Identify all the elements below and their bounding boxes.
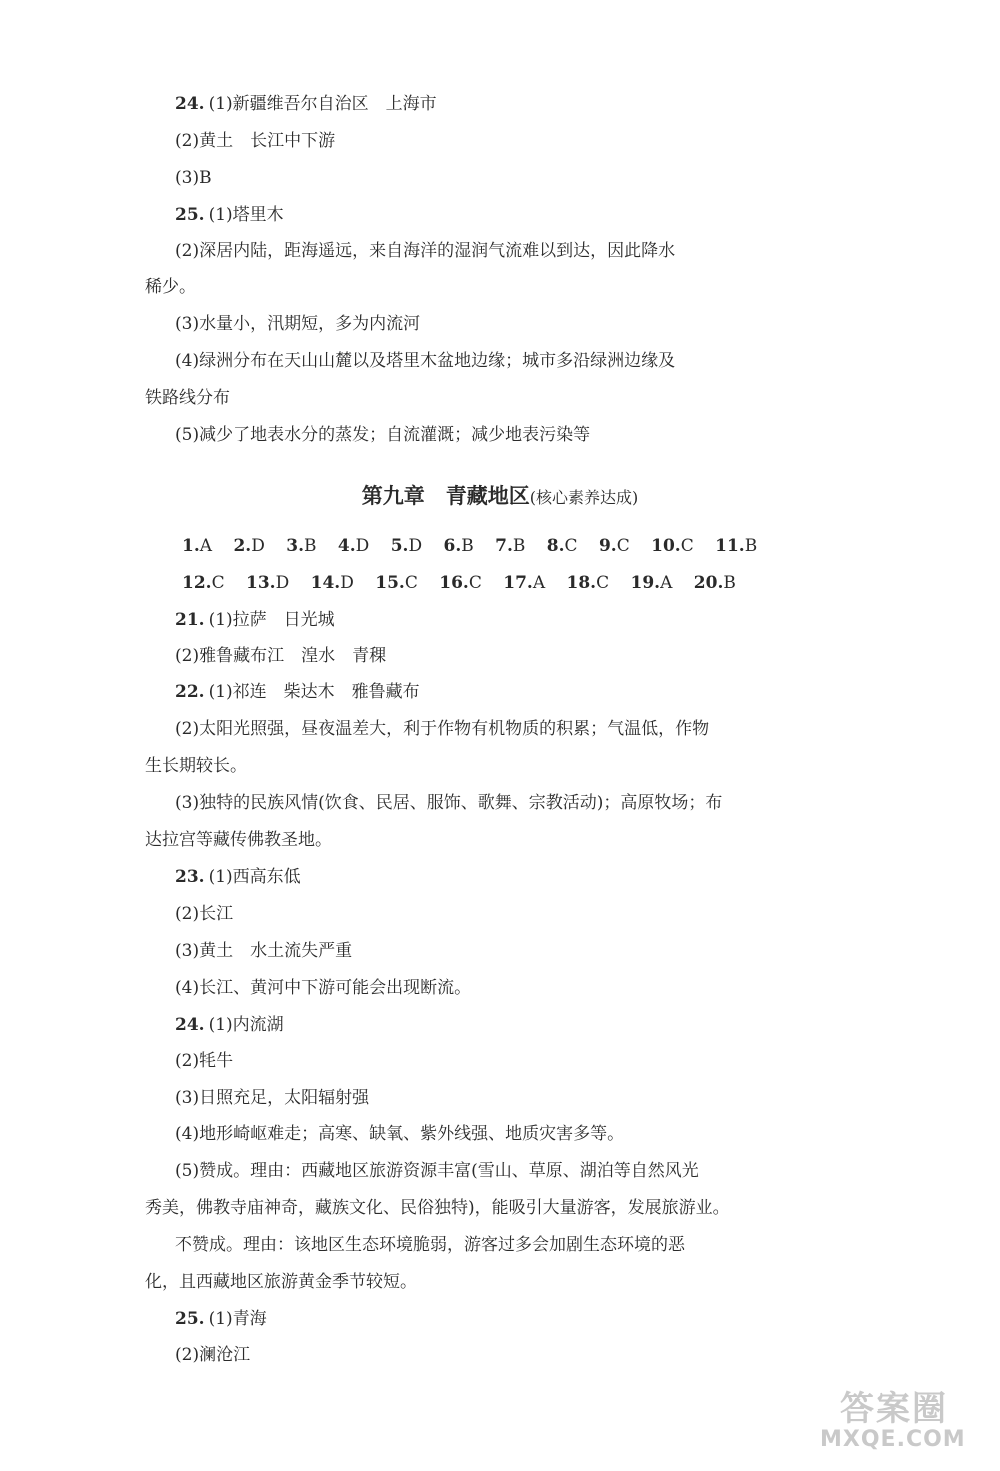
mc-item xyxy=(547,536,578,556)
mc-item xyxy=(286,536,316,556)
mc-item xyxy=(599,536,630,556)
s2-q24-part4: (4)地形崎岖难走；高寒、缺氧、紫外线强、地质灾害多等。 xyxy=(175,1124,625,1144)
watermark-logo-text: 答案圈 xyxy=(840,1389,948,1429)
answer-text: (1)塔里木 xyxy=(208,205,284,225)
mc-answer: D xyxy=(355,536,370,556)
chapter-heading xyxy=(0,480,1000,510)
mc-num: 8. xyxy=(546,536,565,556)
mc-num: 11. xyxy=(715,536,745,556)
question-number: 22. xyxy=(175,682,205,702)
mc-item xyxy=(631,573,673,593)
answer-text: (1)西高东低 xyxy=(208,867,301,887)
mc-answer: D xyxy=(275,573,290,593)
s2-q22-part3-line2: 达拉宫等藏传佛教圣地。 xyxy=(145,830,332,850)
mc-answer: C xyxy=(680,536,694,556)
mc-answer: D xyxy=(408,536,423,556)
s2-q21-part1 xyxy=(175,609,755,631)
mc-num: 4. xyxy=(337,536,356,556)
mc-answer: C xyxy=(616,536,630,556)
s2-q22-part3-line1: (3)独特的民族风情(饮食、民居、服饰、歌舞、宗教活动)；高原牧场；布 xyxy=(175,793,723,813)
question-number: 25. xyxy=(175,1309,205,1329)
s2-q22-part1 xyxy=(175,681,755,703)
s2-q23-part3: (3)黄土 水土流失严重 xyxy=(175,941,353,961)
mc-num: 1. xyxy=(182,536,200,556)
question-number: 24. xyxy=(175,94,205,114)
s2-q22-part2-line1: (2)太阳光照强，昼夜温差大，利于作物有机物质的积累；气温低，作物 xyxy=(175,719,710,739)
mc-item xyxy=(311,573,354,593)
q24-part2: (2)黄土 长江中下游 xyxy=(175,131,336,151)
mc-num: 18. xyxy=(566,573,597,593)
mc-num: 16. xyxy=(439,573,469,593)
q25-part1 xyxy=(175,204,755,226)
chapter-title: 第九章 青藏地区 xyxy=(361,484,530,508)
mc-num: 14. xyxy=(310,573,341,593)
mc-answer: A xyxy=(199,536,213,556)
mc-item xyxy=(375,573,418,593)
q24-part1 xyxy=(175,93,755,115)
mc-answer: D xyxy=(340,573,354,593)
mc-num: 2. xyxy=(233,536,252,556)
mc-num: 7. xyxy=(495,536,513,556)
s2-q22-part2-line2: 生长期较长。 xyxy=(145,756,247,776)
s2-q24-part5-line1: (5)赞成。理由：西藏地区旅游资源丰富(雪山、草原、湖泊等自然风光 xyxy=(175,1161,699,1181)
mc-num: 12. xyxy=(182,573,212,593)
watermark-url: MXQE.COM xyxy=(820,1427,966,1452)
q24-part3: (3)B xyxy=(175,168,212,188)
mc-num: 5. xyxy=(390,536,409,556)
question-number: 25. xyxy=(175,205,205,225)
mc-answer: C xyxy=(404,573,418,593)
mc-item xyxy=(443,536,473,556)
s2-q23-part4: (4)长江、黄河中下游可能会出现断流。 xyxy=(175,978,472,998)
s2-q24-part1 xyxy=(175,1014,755,1036)
mc-item xyxy=(182,573,225,593)
q25-part2-line1: (2)深居内陆，距海遥远，来自海洋的湿润气流难以到达，因此降水 xyxy=(175,241,676,261)
q25-part4-line1: (4)绿洲分布在天山山麓以及塔里木盆地边缘；城市多沿绿洲边缘及 xyxy=(175,351,676,371)
question-number: 21. xyxy=(175,610,205,630)
s2-q24-part2: (2)牦牛 xyxy=(175,1051,234,1071)
mc-num: 17. xyxy=(503,573,533,593)
chapter-subtitle: (核心素养达成) xyxy=(529,488,639,507)
mc-num: 13. xyxy=(246,573,276,593)
mc-item xyxy=(495,536,525,556)
answer-text: (1)新疆维吾尔自治区 上海市 xyxy=(208,94,437,114)
mc-item xyxy=(246,573,289,593)
mc-answer: B xyxy=(303,536,317,556)
answer-text: (1)拉萨 日光城 xyxy=(208,610,335,630)
mc-row-1 xyxy=(182,535,773,557)
mc-answer: B xyxy=(512,536,526,556)
mc-num: 6. xyxy=(443,536,462,556)
mc-num: 15. xyxy=(375,573,405,593)
question-number: 23. xyxy=(175,867,205,887)
site-watermark xyxy=(802,1381,972,1461)
answer-text: (1)内流湖 xyxy=(208,1015,284,1035)
mc-item xyxy=(715,536,757,556)
answer-text: (1)祁连 柴达木 雅鲁藏布 xyxy=(208,682,420,702)
s2-q21-part2: (2)雅鲁藏布江 湟水 青稞 xyxy=(175,646,387,666)
mc-answer: B xyxy=(723,573,736,593)
q25-part5: (5)减少了地表水分的蒸发；自流灌溉；减少地表污染等 xyxy=(175,425,591,445)
mc-item xyxy=(338,536,369,556)
q25-part3: (3)水量小，汛期短，多为内流河 xyxy=(175,314,421,334)
mc-answer: B xyxy=(744,536,758,556)
s2-q24-part3: (3)日照充足，太阳辐射强 xyxy=(175,1088,370,1108)
mc-num: 10. xyxy=(651,536,681,556)
mc-answer: C xyxy=(596,573,610,593)
mc-answer: A xyxy=(660,573,673,593)
mc-item xyxy=(391,536,422,556)
s2-q25-part2: (2)澜沧江 xyxy=(175,1345,251,1365)
s2-q24-part5-line2: 秀美，佛教寺庙神奇，藏族文化、民俗独特)，能吸引大量游客，发展旅游业。 xyxy=(145,1198,730,1218)
mc-num: 3. xyxy=(286,536,304,556)
mc-item xyxy=(651,536,694,556)
answer-text: (1)青海 xyxy=(208,1309,267,1329)
q25-part4-line2: 铁路线分布 xyxy=(145,388,230,408)
mc-num: 20. xyxy=(693,573,724,593)
mc-answer: B xyxy=(461,536,474,556)
mc-item xyxy=(439,573,482,593)
mc-item xyxy=(503,573,545,593)
s2-q24-part6-line2: 化，且西藏地区旅游黄金季节较短。 xyxy=(145,1272,417,1292)
mc-item xyxy=(233,536,264,556)
s2-q23-part2: (2)长江 xyxy=(175,904,234,924)
mc-row-2 xyxy=(182,572,752,594)
mc-item xyxy=(567,573,610,593)
mc-answer: C xyxy=(564,536,578,556)
s2-q23-part1 xyxy=(175,866,755,888)
s2-q25-part1 xyxy=(175,1308,755,1330)
mc-item xyxy=(694,573,736,593)
s2-q24-part6-line1: 不赞成。理由：该地区生态环境脆弱，游客过多会加剧生态环境的恶 xyxy=(175,1235,685,1255)
q25-part2-line2: 稀少。 xyxy=(145,277,196,297)
mc-answer: A xyxy=(532,573,546,593)
mc-answer: C xyxy=(211,573,225,593)
mc-num: 19. xyxy=(630,573,661,593)
mc-answer: D xyxy=(251,536,265,556)
mc-answer: C xyxy=(468,573,482,593)
mc-item xyxy=(182,536,212,556)
mc-num: 9. xyxy=(598,536,617,556)
question-number: 24. xyxy=(175,1015,205,1035)
